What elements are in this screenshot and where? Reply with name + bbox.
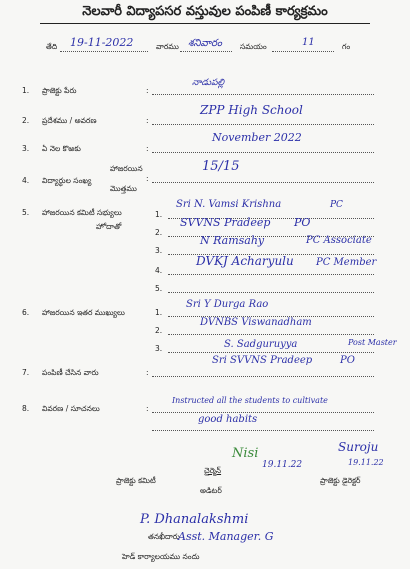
committee-member-name: N Ramsahy: [200, 234, 265, 247]
committee-member-role: PC: [330, 200, 343, 210]
committee-member-role: PO: [294, 216, 311, 229]
row-number: 5.: [22, 208, 30, 217]
item-number: 1.: [155, 308, 163, 317]
committee-line: [168, 274, 374, 275]
month-value: November 2022: [212, 131, 302, 144]
attendee-name: DVNBS Viswanadham: [200, 317, 312, 328]
venue-label: ప్రదేశము / అవరణ: [42, 116, 97, 125]
attendee-role: PO: [340, 355, 355, 366]
remarks-label: వివరణ / సూచనలు: [42, 404, 100, 413]
remarks-value: good habits: [198, 414, 258, 425]
cashier-role: తనఖీదారు: [148, 532, 180, 541]
director-sign-date: 19.11.22: [348, 458, 384, 467]
item-number: 4.: [155, 266, 163, 275]
chairman-sign-date: 19.11.22: [262, 460, 303, 470]
item-number: 5.: [155, 284, 163, 293]
attendee-line: [168, 334, 374, 335]
item-number: 2.: [155, 326, 163, 335]
project-name-value: నాడుపల్లి: [192, 78, 225, 88]
day-label: వారము: [156, 42, 179, 51]
form-title: నెలవారీ విద్యాపసర వస్తువుల పంపిణీ కార్యక్రమం: [82, 4, 328, 19]
committee-member-role: PC Associate: [306, 235, 372, 246]
colon: :: [146, 174, 149, 183]
time-label: సమయం: [240, 42, 267, 51]
venue-line: [152, 124, 374, 125]
time-value: 11: [302, 37, 315, 48]
attendee-name: Sri SVVNS Pradeep: [212, 355, 313, 366]
chairman-signature: Nisi: [232, 446, 259, 461]
day-line: [180, 51, 232, 52]
attendee-name: Sri Y Durga Rao: [186, 299, 269, 310]
row-number: 1.: [22, 86, 30, 95]
cashier-designation: Asst. Manager. G: [178, 530, 274, 543]
colon: :: [146, 86, 149, 95]
attendee-line: [168, 352, 374, 353]
committee-member-name: DVKJ Acharyulu: [196, 254, 294, 268]
date-label: తేది: [46, 42, 58, 51]
project-name-line: [152, 94, 374, 95]
committee-member-name: SVVNS Pradeep: [180, 216, 271, 229]
distributed-by-line: [152, 376, 374, 377]
total-label: మొత్తము: [110, 184, 137, 193]
chairman-label: చైర్మెన్: [204, 466, 222, 475]
designation-label: హోదాతో: [96, 222, 122, 231]
row-number: 4.: [22, 176, 30, 185]
committee-line: [168, 292, 374, 293]
student-count-label: విద్యార్థుల సంఖ్య: [42, 176, 92, 185]
attendee-role: Post Master: [348, 338, 397, 347]
month-label: ఏ నెల కొఱకు: [42, 144, 81, 153]
hours-label: గం: [342, 42, 351, 51]
auditor-label: అడిటర్: [200, 486, 222, 495]
remarks-value: Instructed all the students to cultivate: [172, 396, 328, 405]
committee-label: హాజరయిన కమిటీ సభ్యులు: [42, 208, 122, 217]
project-committee-label: ప్రాజెక్టు కమిటీ: [116, 476, 156, 485]
head-office-label: హెడ్ కార్యాలయము నందు: [122, 552, 200, 561]
committee-member-name: Sri N. Vamsi Krishna: [176, 199, 282, 210]
day-value: శనివారం: [188, 38, 222, 49]
item-number: 3.: [155, 344, 163, 353]
remarks-line: [152, 412, 374, 413]
distributed-by-label: పంపిణీ చేసిన వారు: [42, 368, 99, 377]
committee-member-role: PC Member: [316, 257, 377, 268]
project-name-label: ప్రాజెక్టు పేరు: [42, 86, 77, 95]
venue-value: ZPP High School: [200, 103, 303, 117]
colon: :: [146, 404, 149, 413]
row-number: 8.: [22, 404, 30, 413]
row-number: 7.: [22, 368, 30, 377]
item-number: 3.: [155, 246, 163, 255]
student-count-value: 15/15: [202, 159, 240, 174]
title-underline: [40, 23, 370, 24]
colon: :: [146, 144, 149, 153]
row-number: 6.: [22, 308, 30, 317]
cashier-name: P. Dhanalakshmi: [140, 512, 249, 527]
remarks-line: [152, 430, 374, 431]
date-value: 19-11-2022: [70, 36, 134, 49]
item-number: 2.: [155, 228, 163, 237]
project-director-label: ప్రాజెక్టు డైరెక్టర్: [320, 476, 361, 485]
colon: :: [146, 116, 149, 125]
item-number: 1.: [155, 210, 163, 219]
month-line: [152, 152, 374, 153]
other-attendees-label: హాజరయిన ఇతర ముఖ్యులు: [42, 308, 125, 317]
row-number: 2.: [22, 116, 30, 125]
present-label: హాజరయిన: [110, 164, 143, 173]
time-line: [272, 51, 334, 52]
director-signature: Suroju: [338, 440, 379, 454]
attendee-name: S. Sadguruyya: [224, 339, 298, 350]
student-count-line: [152, 182, 374, 183]
colon: :: [146, 368, 149, 377]
row-number: 3.: [22, 144, 30, 153]
date-line: [60, 51, 148, 52]
